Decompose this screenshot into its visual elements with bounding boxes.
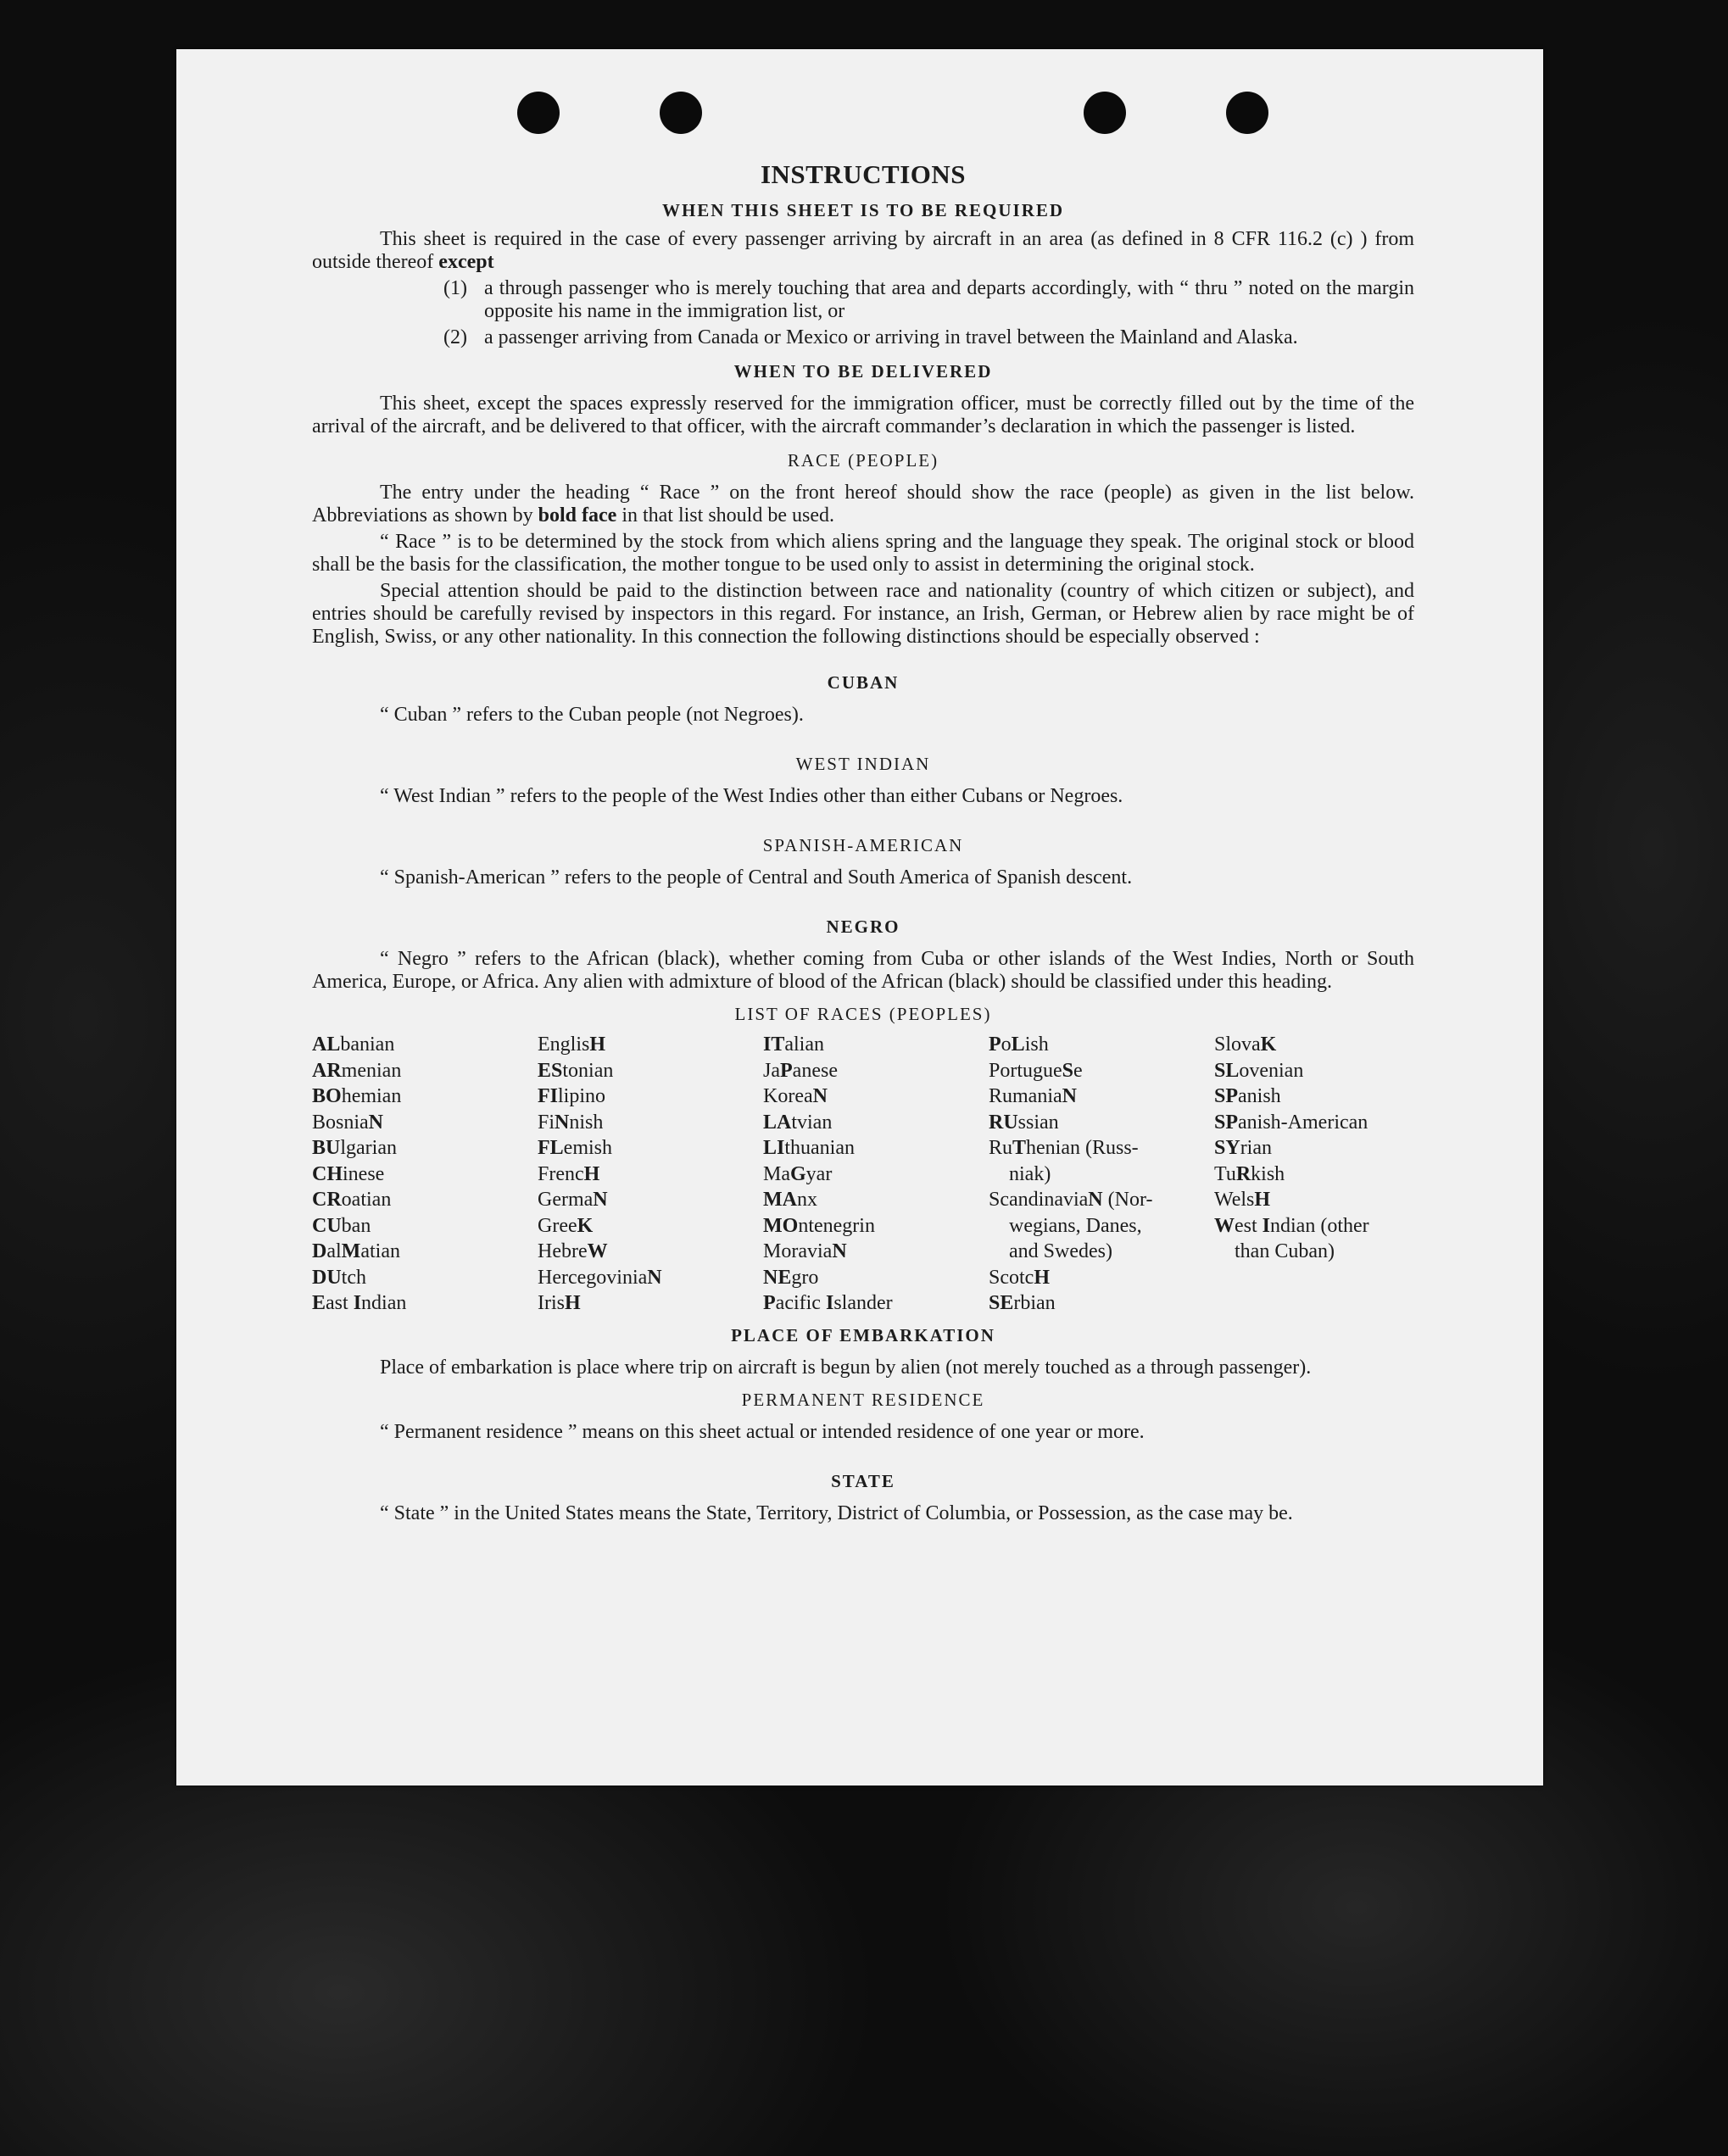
race-entry: FLemish	[538, 1137, 612, 1159]
instructions-body	[312, 159, 1414, 1525]
race-entry: ScotcH	[989, 1266, 1050, 1289]
punch-hole	[660, 92, 702, 134]
race-entry: FIlipino	[538, 1085, 606, 1107]
heading-race: RACE (PEOPLE)	[787, 450, 939, 471]
race-entry: LAtvian	[763, 1111, 833, 1134]
race-entry: and Swedes)	[1009, 1240, 1112, 1262]
heading-state: STATE	[831, 1470, 895, 1491]
race-entry: WelsH	[1214, 1189, 1271, 1211]
races-list	[312, 1032, 1414, 1317]
race-entry: BUlgarian	[312, 1137, 397, 1159]
exception-item-1: (1) a through passenger who is merely touching that area and departs accordingly, with “ thru ” noted on the margin opposite his name in the immigration list, or	[443, 277, 1414, 322]
race-entry: EStonian	[538, 1059, 614, 1082]
heading-cuban: CUBAN	[827, 672, 900, 693]
heading-when-delivered: WHEN TO BE DELIVERED	[733, 361, 993, 382]
race-entry: wegians, Danes,	[1009, 1214, 1142, 1237]
race-entry: BosniaN	[312, 1111, 384, 1134]
race-entry: LIthuanian	[763, 1137, 855, 1159]
race-entry: ITalian	[763, 1033, 824, 1056]
punch-hole	[517, 92, 560, 134]
delivered-text: This sheet, except the spaces expressly reserved for the immigration officer, must be correctly filled out by the time of the arrival of the aircraft, and be delivered to that officer, with the aircraft commander’s declaration in which the passenger is listed.	[312, 393, 1414, 437]
races-column	[763, 1032, 989, 1317]
race-entry: CRoatian	[312, 1189, 392, 1211]
race-entry: ScandinaviaN (Nor-	[989, 1189, 1153, 1211]
negro-text: “ Negro ” refers to the African (black), whether coming from Cuba or other islands of the West Indies, North or South America, Europe, or Africa. Any alien with admixture of blood of the African (black) should be classified under this heading.	[312, 948, 1414, 993]
spanish-american-text: “ Spanish-American ” refers to the people of Central and South America of Spanish descent.	[380, 866, 1133, 889]
race-entry: HebreW	[538, 1240, 608, 1262]
race-entry: BOhemian	[312, 1085, 402, 1107]
race-entry: niak)	[1009, 1162, 1051, 1185]
race-entry: SLovenian	[1214, 1059, 1304, 1082]
race-entry: PoLish	[989, 1033, 1049, 1056]
race-entry: KoreaN	[763, 1085, 828, 1107]
race-entry: East Indian	[312, 1292, 407, 1314]
race-entry: RUssian	[989, 1111, 1059, 1134]
race-entry: EnglisH	[538, 1033, 606, 1056]
cuban-text: “ Cuban ” refers to the Cuban people (not Negroes).	[380, 704, 804, 726]
race-entry: MAnx	[763, 1189, 817, 1211]
race-entry: RumaniaN	[989, 1085, 1077, 1107]
heading-negro: NEGRO	[826, 916, 900, 937]
races-column	[1214, 1032, 1414, 1317]
race-entry: FiNnish	[538, 1111, 604, 1134]
state-text: “ State ” in the United States means the State, Territory, District of Columbia, or Possession, as the case may be.	[380, 1501, 1293, 1524]
race-entry: CUban	[312, 1214, 371, 1237]
page-title: INSTRUCTIONS	[760, 159, 966, 189]
race-entry: NEgro	[763, 1266, 819, 1289]
race-entry: than Cuban)	[1235, 1240, 1335, 1262]
punch-hole	[1084, 92, 1126, 134]
residence-text: “ Permanent residence ” means on this sheet actual or intended residence of one year or more.	[380, 1420, 1145, 1443]
race-entry: IrisH	[538, 1292, 581, 1314]
heading-list-of-races: LIST OF RACES (PEOPLES)	[734, 1004, 992, 1024]
heading-embarkation: PLACE OF EMBARKATION	[731, 1324, 995, 1345]
race-entry: PortugueSe	[989, 1059, 1083, 1082]
race-paragraph-1: The entry under the heading “ Race ” on the front hereof should show the race (people) as given in the list below. Abbreviations as shown by bold face in that list should be used.	[312, 482, 1414, 526]
embarkation-text: Place of embarkation is place where trip on aircraft is begun by alien (not merely touched as a through passenger).	[380, 1356, 1312, 1379]
race-entry: DalMatian	[312, 1240, 400, 1262]
race-entry: CHinese	[312, 1162, 385, 1185]
races-column	[538, 1032, 763, 1317]
race-entry: TuRkish	[1214, 1162, 1285, 1185]
race-entry: West Indian (other	[1214, 1214, 1369, 1237]
race-entry: ARmenian	[312, 1059, 402, 1082]
race-entry: MaGyar	[763, 1162, 833, 1185]
race-entry: SPanish-American	[1214, 1111, 1368, 1134]
west-indian-text: “ West Indian ” refers to the people of the West Indies other than either Cubans or Negroes.	[380, 785, 1123, 807]
race-entry: HercegoviniaN	[538, 1266, 662, 1289]
race-entry: MOntenegrin	[763, 1214, 875, 1237]
heading-west-indian: WEST INDIAN	[795, 754, 931, 774]
race-paragraph-2: “ Race ” is to be determined by the stock from which aliens spring and the language they speak. The original stock or blood shall be the basis for the classification, the mother tongue to be used only to assist in determining the original stock.	[312, 531, 1414, 576]
race-entry: RuThenian (Russ-	[989, 1137, 1139, 1159]
heading-when-required: WHEN THIS SHEET IS TO BE REQUIRED	[661, 200, 1065, 220]
race-entry: SPanish	[1214, 1085, 1281, 1107]
race-entry: SlovaK	[1214, 1033, 1277, 1056]
race-entry: GreeK	[538, 1214, 594, 1237]
race-entry: GermaN	[538, 1189, 608, 1211]
required-intro: This sheet is required in the case of every passenger arriving by aircraft in an area (as defined in 8 CFR 116.2 (c) ) from outside thereof except	[312, 228, 1414, 273]
race-entry: Pacific Islander	[763, 1292, 893, 1314]
race-entry: FrencH	[538, 1162, 600, 1185]
punch-hole	[1226, 92, 1268, 134]
races-column	[989, 1032, 1214, 1317]
document-page	[176, 49, 1543, 1786]
races-column	[312, 1032, 538, 1317]
heading-permanent-residence: PERMANENT RESIDENCE	[741, 1389, 985, 1410]
race-entry: ALbanian	[312, 1033, 395, 1056]
race-paragraph-3: Special attention should be paid to the distinction between race and nationality (country of which citizen or subject), and entries should be carefully revised by inspectors in this regard. For instance, an Irish, German, or Hebrew alien by race might be of English, Swiss, or any other nationality. In this connection the following distinctions should be especially observed :	[312, 580, 1414, 648]
exception-item-2: (2) a passenger arriving from Canada or Mexico or arriving in travel between the Mainland and Alaska.	[443, 326, 1298, 348]
race-entry: DUtch	[312, 1266, 366, 1289]
race-entry: SErbian	[989, 1292, 1056, 1314]
race-entry: SYrian	[1214, 1137, 1272, 1159]
heading-spanish-american: SPANISH-AMERICAN	[762, 835, 964, 855]
race-entry: MoraviaN	[763, 1240, 847, 1262]
race-entry: JaPanese	[763, 1059, 838, 1082]
